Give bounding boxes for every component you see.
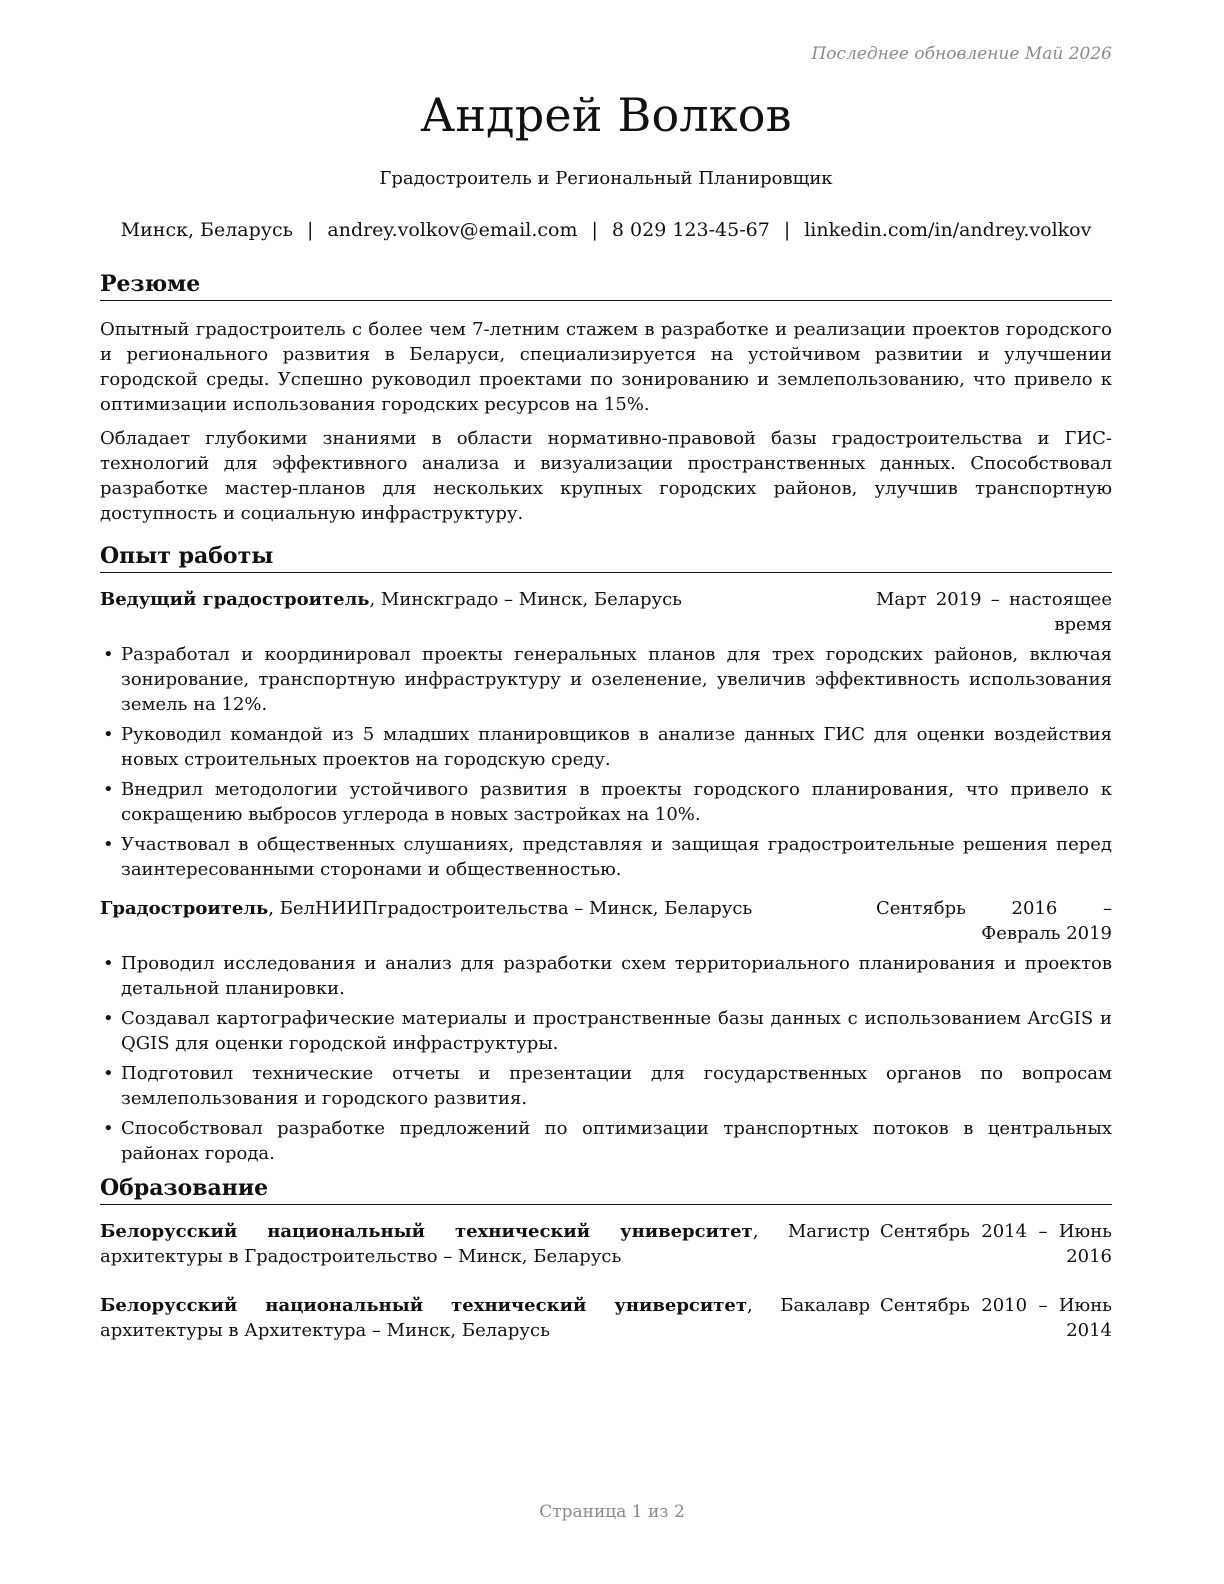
- list-item: [100, 951, 1112, 1001]
- job-title-line: [100, 587, 682, 612]
- bullet-icon: •: [103, 953, 114, 974]
- list-item: [100, 777, 1112, 827]
- resume-page: [100, 0, 1112, 1584]
- list-item: [100, 1116, 1112, 1166]
- page-number: Страница 1 из 2: [539, 1502, 685, 1522]
- contact-separator: |: [306, 219, 314, 241]
- section-title-summary: Резюме: [100, 270, 1112, 301]
- list-item-text: Участвовал в общественных слушаниях, представляя и защищая градостроительные решения перед заинтересованными сторонами и общественностью.: [121, 834, 1112, 880]
- candidate-name: Андрей Волков: [420, 88, 792, 142]
- job-company: , Минскградо – Минск, Беларусь: [369, 589, 682, 610]
- job-entry: [100, 587, 1112, 882]
- education-details: [100, 1293, 870, 1343]
- job-title-line: [100, 896, 752, 921]
- education-dates: Сентябрь 2010 – Июнь 2014: [880, 1295, 1112, 1341]
- contact-email[interactable]: andrey.volkov@email.com: [327, 219, 578, 241]
- list-item-text: Создавал картографические материалы и пространственные базы данных с использованием ArcGIS и QGIS для оценки городской инфраструктуры.: [121, 1008, 1112, 1054]
- job-entry: [100, 896, 1112, 1166]
- contact-line: [100, 219, 1112, 241]
- job-dates: Март 2019 – настоящее время: [876, 589, 1112, 635]
- list-item: [100, 642, 1112, 717]
- resume-content: [100, 270, 1112, 1343]
- job-bullets: [100, 951, 1112, 1166]
- list-item-text: Руководил командой из 5 младших планировщиков в анализе данных ГИС для оценки воздействия новых строительных проектов на городскую среду.: [121, 724, 1112, 770]
- bullet-icon: •: [103, 1063, 114, 1084]
- last-updated-note: Последнее обновление Май 2026: [811, 44, 1112, 64]
- list-item: [100, 1061, 1112, 1111]
- list-item-text: Проводил исследования и анализ для разработки схем территориального планирования и проектов детальной планировки.: [121, 953, 1112, 999]
- summary-paragraph: Обладает глубокими знаниями в области нормативно-правовой базы градостроительства и ГИС-технологий для эффективного анализа и визуализации пространственных данных. Способствовал разработке мастер-планов для нескольких крупных городских районов, улучшив транспортную доступность и социальную инфраструктуру.: [100, 428, 1112, 524]
- bullet-icon: •: [103, 644, 114, 665]
- contact-location: Минск, Беларусь: [120, 219, 293, 241]
- education-institution: Белорусский национальный технический университет: [100, 1295, 747, 1316]
- list-item: [100, 832, 1112, 882]
- candidate-title: Градостроитель и Региональный Планировщик: [379, 168, 833, 189]
- bullet-icon: •: [103, 834, 114, 855]
- list-item: [100, 722, 1112, 772]
- list-item: [100, 1006, 1112, 1056]
- job-company: , БелНИИПградостроительства – Минск, Беларусь: [268, 898, 753, 919]
- list-item-text: Подготовил технические отчеты и презентации для государственных органов по вопросам землепользования и городского развития.: [121, 1063, 1112, 1109]
- bullet-icon: •: [103, 779, 114, 800]
- contact-separator: |: [591, 219, 598, 241]
- section-title-experience: Опыт работы: [100, 542, 1112, 573]
- job-position: Ведущий градостроитель: [100, 589, 370, 610]
- section-title-education: Образование: [100, 1174, 1112, 1205]
- education-entry: [100, 1293, 1112, 1343]
- job-position: Градостроитель: [100, 898, 269, 919]
- job-dates: Сентябрь 2016 – Февраль 2019: [876, 898, 1112, 944]
- education-institution: Белорусский национальный технический университет: [100, 1221, 753, 1242]
- education-entry: [100, 1219, 1112, 1269]
- job-header: [100, 587, 1112, 637]
- summary-paragraph: Опытный градостроитель с более чем 7-летним стажем в разработке и реализации проектов городского и регионального развития в Беларуси, специализируется на устойчивом развитии и улучшении городской среды. Успешно руководил проектами по зонированию и землепользованию, что привело к оптимизации использования городских ресурсов на 15%.: [100, 319, 1112, 415]
- list-item-text: Внедрил методологии устойчивого развития в проекты городского планирования, что привело к сокращению выбросов углерода в новых застройках на 10%.: [121, 779, 1112, 825]
- contact-separator: |: [783, 219, 791, 241]
- contact-phone[interactable]: 8 029 123-45-67: [611, 219, 770, 241]
- list-item-text: Способствовал разработке предложений по оптимизации транспортных потоков в центральных районах города.: [121, 1118, 1112, 1164]
- education-degree: , Магистр архитектуры в Градостроительство – Минск, Беларусь: [100, 1221, 870, 1267]
- bullet-icon: •: [103, 724, 114, 745]
- list-item-text: Разработал и координировал проекты генеральных планов для трех городских районов, включая зонирование, транспортную инфраструктуру и озеленение, увеличив эффективность использования земель на 12%.: [121, 644, 1112, 715]
- education-details: [100, 1219, 870, 1269]
- contact-linkedin[interactable]: linkedin.com/in/andrey.volkov: [804, 219, 1092, 241]
- bullet-icon: •: [103, 1008, 114, 1029]
- job-bullets: [100, 642, 1112, 882]
- education-degree: , Бакалавр архитектуры в Архитектура – Минск, Беларусь: [100, 1295, 870, 1341]
- bullet-icon: •: [103, 1118, 114, 1139]
- job-header: [100, 896, 1112, 946]
- education-dates: Сентябрь 2014 – Июнь 2016: [880, 1221, 1112, 1267]
